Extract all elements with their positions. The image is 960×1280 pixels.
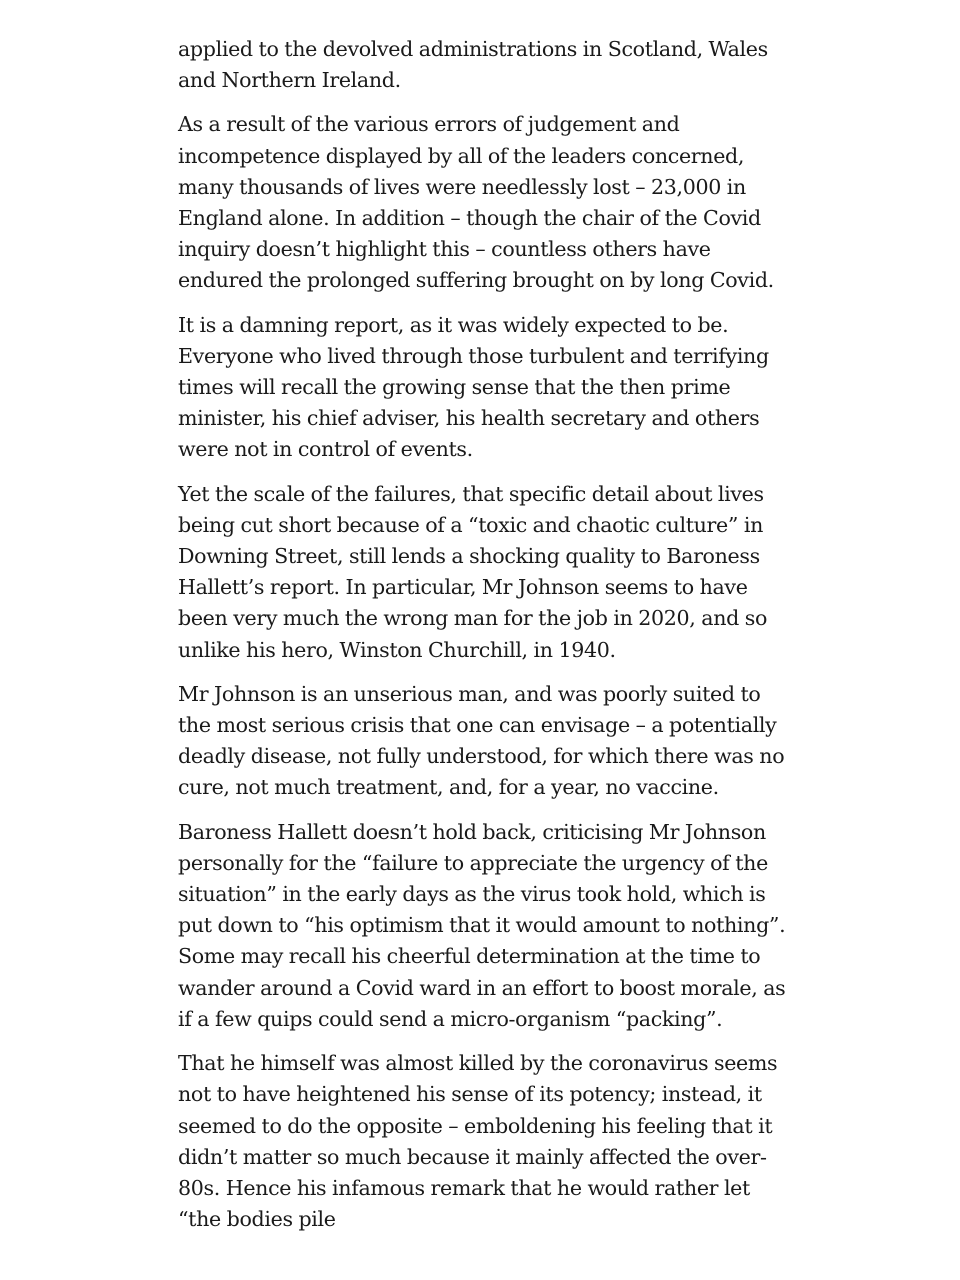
article-paragraph-5: Mr Johnson is an unserious man, and was poorly suited to the most serious crisis that one can envisage – a potentially deadly disease, not fully understood, for which there was no cure, not much treatment, and, for a year, no vaccine. — [178, 681, 785, 800]
article-paragraph-2: As a result of the various errors of judgement and incompetence displayed by all of the leaders concerned, many thousands of lives were needlessly lost – 23,000 in England alone. In addition – though the chair of the Covid inquiry doesn’t highlight this – countless others have endured the prolonged suffering brought on by long Covid. — [178, 112, 774, 293]
article-paragraph-7: That he himself was almost killed by the coronavirus seems not to have heightened his sense of its potency; instead, it seemed to do the opposite – emboldening his feeling that it didn’t matter so much because it mainly affected the over-80s. Hence his infamous remark that he would rather let “the bodies pile — [178, 1051, 778, 1232]
article-paragraph-3: It is a damning report, as it was widely expected to be. Everyone who lived through those turbulent and terrifying times will recall the growing sense that the then prime minister, his chief adviser, his health secretary and others were not in control of events. — [178, 312, 769, 462]
article-paragraph-4: Yet the scale of the failures, that specific detail about lives being cut short because of a “toxic and chaotic culture” in Downing Street, still lends a shocking quality to Baroness Hallett’s report. In particular, Mr Johnson seems to have been very much the wrong man for the job in 2020, and so unlike his hero, Winston Churchill, in 1940. — [178, 481, 768, 662]
article-body — [178, 34, 788, 1248]
article-paragraph-6: Baroness Hallett doesn’t hold back, criticising Mr Johnson personally for the “failure to appreciate the urgency of the situation” in the early days as the virus took hold, which is put down to “his optimism that it would amount to nothing”. Some may recall his cheerful determination at the time to wander around a Covid ward in an effort to boost morale, as if a few quips could send a micro-organism “packing”. — [178, 819, 786, 1031]
article-paragraph-1: applied to the devolved administrations in Scotland, Wales and Northern Ireland. — [178, 37, 768, 93]
